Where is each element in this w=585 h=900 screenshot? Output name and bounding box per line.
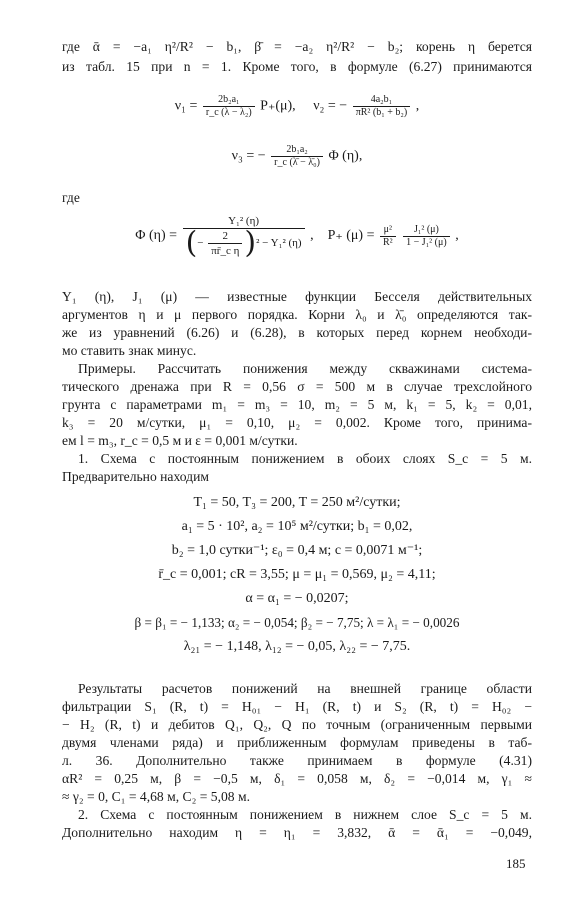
- nu1-denominator: r_c (λ − λ₂): [205, 107, 252, 118]
- para2-line-4: k₃ = 20 м/сутки, μ₁ = 0,10, μ₂ = 0,002. Кроме того, принима-: [62, 415, 532, 430]
- values-line-4: r̄_c = 0,001; cR = 3,55; μ = μ₁ = 0,569, μ₂ = 4,11;: [158, 567, 436, 582]
- phi-inner-numerator: 2: [208, 229, 242, 244]
- nu2-fraction: [353, 94, 411, 119]
- nu2-end: ,: [415, 98, 420, 114]
- equation-nu1-nu2: [62, 94, 532, 119]
- phi-inner-denominator: πr̄_c η: [211, 245, 240, 257]
- para2-line-1: Примеры. Рассчитать понижения между скважинами система-: [78, 361, 532, 376]
- p-fraction-2-denominator: 1 − J₁² (μ): [406, 236, 447, 248]
- nu1-fraction: [203, 94, 255, 119]
- para2-line-2: тического дренажа при R = 0,56 σ = 500 м в случае трехслойного: [62, 379, 532, 394]
- p-fraction-1-denominator: R²: [382, 236, 393, 248]
- values-line-7: λ₂₁ = − 1,148, λ₁₂ = − 0,05, λ₂₂ = − 7,75.: [183, 639, 411, 654]
- nu1-numerator: 2b₂a₁: [203, 94, 255, 107]
- phi-lhs: Φ (η) =: [135, 228, 178, 244]
- para3-line-1: 1. Схема с постоянным понижением в обоих слоях S_c = 5 м.: [78, 451, 532, 466]
- intro-line-1: где ᾱ = −a₁ η²/R² − b₁, β̄ = −a₂ η²/R² − b₂; корень η берется: [62, 39, 532, 54]
- phi-denominator-tail: ² − Y₁² (η): [256, 237, 302, 250]
- p-fraction-2: [403, 224, 450, 249]
- phi-separator: ,: [310, 228, 314, 244]
- para2-line-5: ем l = m₃, r_c = 0,5 м и ε = 0,001 м/сутки.: [62, 433, 298, 448]
- equation-phi-p: [62, 214, 532, 261]
- nu2-numerator: 4a₂b₁: [353, 94, 411, 107]
- para1-line-1: Y₁ (η), J₁ (μ) — известные функции Бесселя действительных: [62, 289, 532, 304]
- nu3-numerator: 2b₁a₂: [271, 144, 323, 157]
- para2-line-3: грунта с параметрами m₁ = m₃ = 10, m₂ = 5 м, k₁ = 5, k₂ = 0,01,: [62, 397, 532, 412]
- nu3-denominator: r_c (λ̄ − λ̄₀): [274, 157, 320, 168]
- values-line-2: a₁ = 5 · 10², a₂ = 10⁵ м²/сутки; b₁ = 0,02,: [181, 519, 413, 534]
- equation-nu3: [62, 144, 532, 169]
- nu3-fraction: [271, 144, 323, 169]
- nu2-denominator: πR² (b₁ + b₂): [355, 107, 408, 118]
- page-number: 185: [506, 856, 526, 871]
- para4-line-3: − H₂ (R, t) и дебитов Q₁, Q₂, Q по точным (ограниченным первыми: [62, 717, 532, 732]
- values-line-6: β = β₁ = − 1,133; α₂ = − 0,054; β₂ = − 7,75; λ = λ₁ = − 0,0026: [134, 615, 460, 630]
- para3-line-2: Предварительно находим: [62, 469, 209, 484]
- p-lhs: P₊ (μ) =: [327, 228, 375, 244]
- p-fraction-1: [380, 224, 396, 249]
- para5-line-1: 2. Схема с постоянным понижением в нижнем слое S_c = 5 м.: [78, 807, 532, 822]
- nu3-lhs: ν₃ = −: [231, 148, 266, 164]
- para4-line-5: л. 36. Дополнительно также принимаем в формуле (4.31): [62, 753, 532, 768]
- para4-line-7: ≈ γ₂ = 0, C₁ = 4,68 м, C₂ = 5,08 м.: [62, 789, 250, 804]
- nu1-lhs: ν₁ =: [174, 98, 198, 114]
- values-line-5: α = α₁ = − 0,0207;: [245, 591, 349, 606]
- para4-line-4: двумя членами ряда) и приближенным формулам приведены в таб-: [62, 735, 532, 750]
- para4-line-6: αR² = 0,25 м, β = −0,5 м, δ₁ = 0,058 м, δ₂ = −0,014 м, γ₁ ≈: [62, 771, 532, 786]
- phi-inner-fraction: [208, 229, 242, 258]
- para4-line-2: фильтрации S₁ (R, t) = H₀₁ − H₁ (R, t) и S₂ (R, t) = H₀₂ −: [62, 699, 532, 714]
- para1-line-4: мо ставить знак минус.: [62, 343, 197, 358]
- p-end: ,: [455, 228, 459, 244]
- p-fraction-2-numerator: J₁² (μ): [403, 224, 450, 237]
- values-line-1: T₁ = 50, T₃ = 200, T = 250 м²/сутки;: [193, 495, 401, 510]
- nu1-rhs: P₊(μ),: [260, 98, 296, 114]
- para1-line-2: аргументов η и μ первого порядка. Корни λ₀ и λ̄₀ определяются так-: [62, 307, 532, 322]
- p-fraction-1-numerator: μ²: [380, 224, 396, 237]
- phi-denominator: (− $\frac{2}{\text{πr̄\_c η}}$ )² − Y₁² (η): [185, 225, 302, 261]
- nu3-rhs: Φ (η),: [328, 148, 363, 164]
- values-line-3: b₂ = 1,0 сутки⁻¹; ε₀ = 0,4 м; c = 0,0071 м⁻¹;: [171, 543, 423, 558]
- para4-line-1: Результаты расчетов понижений на внешней границе области: [78, 681, 532, 696]
- phi-numerator: Y₁² (η): [183, 214, 305, 229]
- intro-line-2: из табл. 15 при n = 1. Кроме того, в формуле (6.27) принимаются: [62, 59, 532, 74]
- nu2-lhs: ν₂ = −: [313, 98, 348, 114]
- para5-line-2: Дополнительно находим η = η₁ = 3,832, ᾱ = ᾱ₁ = −0,049,: [62, 825, 532, 840]
- para1-line-3: же из уравнений (6.26) и (6.28), в которых перед корнем необходи-: [62, 325, 532, 340]
- where-label: где: [62, 190, 80, 205]
- phi-fraction: [183, 214, 305, 261]
